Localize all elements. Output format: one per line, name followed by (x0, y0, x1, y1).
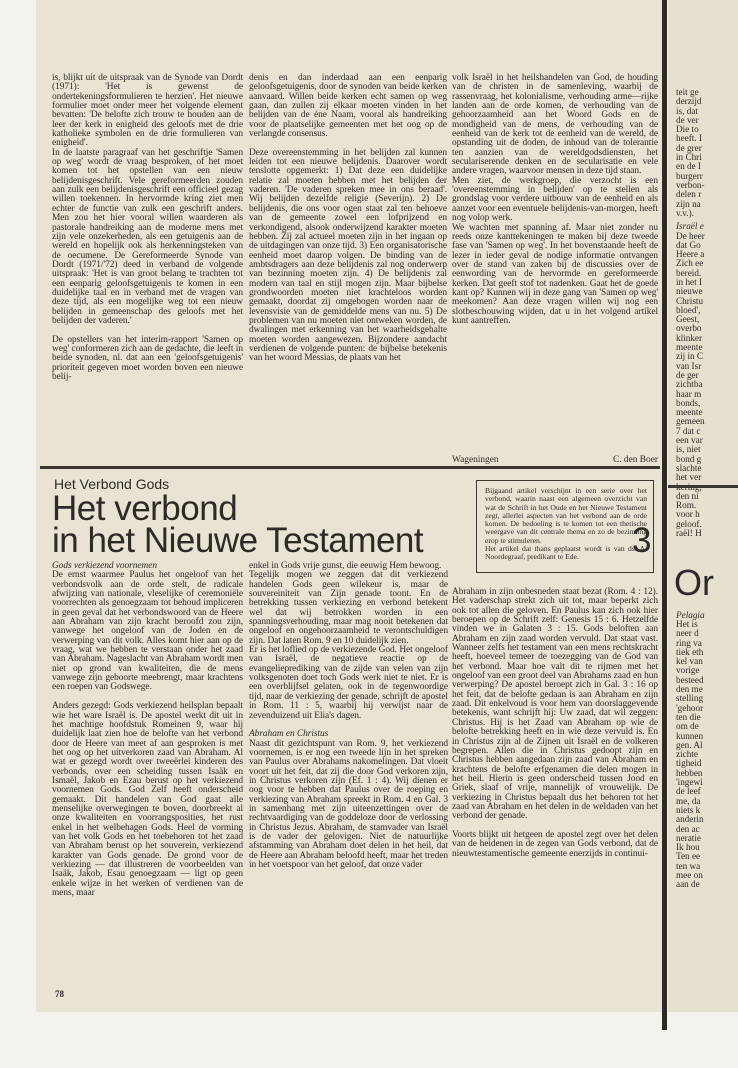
subheading: Abraham en Christus (249, 729, 329, 740)
text-line: een var (676, 435, 703, 446)
text-line: Heere a (676, 249, 705, 260)
text-line: Geest, (676, 314, 700, 325)
text-line: anderin (676, 814, 704, 825)
text-line: in Chri (676, 152, 702, 163)
text-line: derzijd (676, 96, 702, 107)
next-page-subheading-2: Pelagia (676, 610, 705, 620)
paragraph: Men ziet, de werkgroep, die verzocht is een 'overeenstemming in belijden' op te stellen als grondslag voor verdere uitbouw van de eenheid en als aanzet voor een eventuele belijdenis-van-morgen, heeft nog volop werk. (452, 175, 658, 224)
text-line: zijn na (676, 198, 701, 209)
article-column-1 (52, 562, 243, 898)
paragraph: is, blijkt uit de uitspraak van de Synode van Dordt (1971): 'Het is gewenst de ondertekeningsformulieren te herzien'. Het nieuwe formulier moet onder meer het volgende element bevatten: 'De belofte zich trouw te houden aan de leer der kerk in enigheid des geloofs met de drie katholieke symbolen en de drie formulieren van enigheid'. (52, 73, 243, 149)
paragraph: Er is het loflied op de verkiezende God. Het ongeloof van Israël, de negatieve reactie op de evangelieprediking van de zijde van velen van zijn volksgenoten doet toch Gods werk niet te niet. Er is een overblijfsel gelaten, ook in de tegenwoordige tijd, naar de verkiezing der genade, schrijft de apostel in Rom. 11 : 5, waarbij hij verwijst naar de zevenduizend uit Elia's dagen. (249, 645, 448, 721)
note-author: Het artikel dat thans geplaatst wordt is van ds. A. Noordegraaf, predikant te Ede. (485, 544, 647, 562)
paragraph: denis en dan inderdaad aan een eenparig geloofsgetuigenis, door de synoden van beide kerken aanvaard. Willen beide kerken echt samen op weg gaan, dan zullen zij elkaar moeten vinden in het belijden van de éne Naam, vooral als handreiking voor de plaatselijke gemeenten met het oog op de verlangde consensus. (249, 73, 447, 140)
subheading: Gods verkiezend voornemen (52, 561, 157, 571)
text-line: Ten ee (676, 851, 701, 862)
text-line: Die to (676, 124, 699, 135)
next-page-divider (668, 485, 738, 488)
text-line: in het I (676, 276, 703, 287)
text-line: is, dat (676, 105, 698, 116)
text-line: den ni (676, 490, 699, 501)
text-line: ten die (676, 711, 701, 722)
text-line: de ger (676, 369, 699, 380)
text-line: mee on (676, 870, 703, 881)
next-page-lines-b (676, 232, 705, 539)
text-line: nieuwe (676, 286, 703, 297)
text-line: om de (676, 721, 699, 732)
text-line: hebben (676, 767, 703, 778)
next-page-subheading: Israël e (676, 221, 704, 232)
text-line: dat Go (676, 239, 701, 250)
text-line: van Isr (676, 360, 702, 371)
text-line: zichte (676, 749, 698, 760)
text-line: bond g (676, 453, 702, 464)
text-line: 7 dat c (676, 425, 701, 436)
paragraph: In de laatste paragraaf van het geschriftje 'Samen op weg' wordt de vraag besproken, of het moet komen tot het opstellen van een nieuw belijdenisgeschrift. Vele gereformeerden zouden aan zulk een belijdenisgeschrift een officieel gezag willen toekennen. In hervormde kring ziet men echter de functie van zulk een geschrift anders. Men zou het hier vooral willen waarderen als pastorale handreiking aan de moderne mens met zijn vele onzekerheden, als een getuigenis aan de wereld en hopelijk ook als herkenningsteken van de oecumene. De Gereformeerde Synode van Dordt (1971/'72) deed in verband de volgende uitspraak: 'Het is van groot belang te trachten tot een eenparig geloofsgetuigenis te komen in een duidelijke taal en in verband met de vragen van deze tijd, als een mogelijke weg tot een nieuw belijden in gemeenschap des geloofs met het belijden der vaderen.' (52, 147, 243, 326)
text-line: Het is (676, 619, 698, 629)
text-line: haar m (676, 388, 702, 399)
text-line: overbo (676, 323, 702, 334)
text-line: meente (676, 407, 703, 418)
text-line: zij in C (676, 351, 704, 362)
next-page-title-fragment: Or (674, 562, 714, 603)
signature (452, 455, 658, 465)
page-number: 78 (55, 989, 64, 999)
text-line: neer d (676, 628, 699, 639)
text-line: bloed', (676, 304, 701, 315)
top-article-column-1 (52, 74, 243, 382)
note-text: Bijgaand artikel verschijnt in een serie over het verbond, waarin naast een algemeen overzicht van wat de Schrift in het Oude en het Nieuwe Testament zegt, allerlei aspecten van het verbond aan de orde komen. De bedoeling is te komen tot een thetische weergave van dit centrale thema en zo de bezinning erop te stimuleren. (485, 486, 647, 545)
text-line: den ac (676, 823, 700, 834)
article-column-3 (452, 588, 658, 859)
text-line: raël! H (676, 528, 702, 538)
text-line: kel van (676, 656, 703, 667)
text-line: Christu (676, 295, 704, 306)
text-line: gemeen (676, 416, 705, 427)
text-line: verbon- (676, 179, 705, 190)
paragraph: Tegelijk mogen we zeggen dat dit verkiezend handelen Gods geen wilekeur is, maar de souvereiniteit van Zijn genade toont. En de betrekking tussen verkiezing en verbond betekent wel dat wij betrokken worden in een spanningsverhouding, maar mag nooit betekenen dat ongeloof en ongehoorzaamheid te verontschuldigen zijn. Dat laten Rom. 9 en 10 duidelijk zien. (249, 570, 448, 646)
paragraph: We wachten met spanning af. Maar niet zonder nu reeds onze kanttekeningen te maken bij deze tweede fase van 'Samen op weg'. In het bovenstaande heeft de lezer in ieder geval de nodige informatie ontvangen over de stand van zaken bij de discussies over de eenwording van de hervormde en gereformeerde kerken. Dat geeft stof tot nadenken. Gaat het de goede kant op? Kunnen wij in deze gang van 'Samen op weg' meekomen? Aan deze vragen willen wij nog een slotbeschouwing wijden, dat u in het volgend artikel kunt aantreffen. (452, 222, 658, 326)
text-line: kunnen (676, 730, 704, 741)
text-line: den me (676, 684, 703, 695)
text-line: geloof. (676, 518, 702, 529)
series-part-number: 3 (632, 521, 652, 560)
text-line: besteed (676, 674, 704, 685)
text-line: bereid. (676, 267, 702, 278)
top-article-column-2 (249, 74, 447, 364)
paragraph: volk Israël in het heilshandelen van God, de houding van de christen in de samenleving, waarbij de rassenvraag, het kolonialisme, verhouding arme—rijke landen aan de orde komen, de verhouding van de gehoorzaamheid aan het Woord Gods en de mondigheid van de mens, de verhouding van de eenheid van de kerk tot de eenheid van de wereld, de opstanding uit de doden, de inhoud van de tolerantie ten aanzien van de wereldgodsdiensten, het seculariserende denken en de secularisatie en vele andere vragen, waarvoor mensen in deze tijd staan. (452, 73, 658, 177)
text-line: me, da (676, 795, 701, 806)
paragraph: Deze overeenstemming in het belijden zal kunnen leiden tot een nieuwe belijdenis. Daarover wordt tenslotte opgemerkt: 1) Dat deze een duidelijke relatie zal moeten hebben met het belijden der vaderen. 'De vaderen spreken mee in ons beraad'. Wij belijden dezelfde religie (Severijn). 2) De belijdenis, die ons voor ogen staat zal ten behoeve van de gemeente zowel een lofprijzend en verkondigend, alsook onderwijzend karakter moeten hebben. Zij zal actueel moeten zijn in het ingaan op de uitdagingen van onze tijd. 3) Een organisatorische eenheid moet daarop volgen. De binding van de ambtsdragers aan deze belijdenis zal nog onderwerp van bezinning moeten zijn. 4) De belijdenis zal modern van taal en stijl mogen zijn. Maar bijbelse grondwoorden moeten niet krachteloos worden gemaakt, doordat zij omgebogen worden naar de levensvisie van de gemiddelde mens van nu. 5) De problemen van nu moeten niet ontweken worden, de dwalingen met erkenning van het waarheidsgehalte moeten worden aangewezen. Bijzondere aandacht verdienen de volgende punten: de bijbelse betekenis van het woord Messias, de plaats van het (249, 147, 447, 364)
text-line: Ik hou (676, 842, 700, 853)
text-line: delen r (676, 189, 702, 200)
text-line: neratie (676, 832, 701, 843)
text-line: bonds, (676, 397, 701, 408)
paragraph: Anders gezegd: Gods verkiezend heilsplan bepaalt wie het ware Israël is. De apostel werkt dit uit in het machtige hoofdstuk Romeinen 9, waar hij duidelijk laat zien hoe de belofte van het verbond door de Heere van meet af aan gesproken is met het oog op het uitverkoren zaad van Abraham. Al wat er gezegd wordt over tweeërlei kinderen des verbonds, over een scheiding tussen Isaäk en Ismaël, Jakob en Ezau berust op het verkiezend voornemen Gods. God Zelf heeft onderscheid gemaakt. Dit handelen van God gaat alle menselijke overwegingen te boven, doorbreekt al onze kwaliteiten en voorrangsposities, het rust enkel in het welbehagen Gods. Heel de vorming van het volk Gods en het toebehoren tot het zaad van Abraham berust op het souverein, verkiezend karakter van Gods genade. De grond voor de verkiezing — dat illustreren de voorbeelden van Isaäk, Jakob, Esau genoegzaam — ligt op geen enkele wijze in het werken of verdienen van de mens, maar (52, 701, 243, 899)
text-line: aan de (676, 879, 700, 890)
text-line: De heer (676, 230, 705, 241)
text-line: vorige (676, 665, 700, 676)
paragraph: Voorts blijkt uit hetgeen de apostel zegt over het delen van de heidenen in de zegen van Gods verbond, dat de nieuwtestamentische gemeente enerzijds in continui- (452, 829, 658, 859)
article-kicker: Het Verbond Gods (54, 476, 170, 492)
text-line: stelling (676, 693, 704, 704)
page-fold (662, 0, 667, 1030)
section-divider (40, 466, 660, 469)
text-line: v.v.). (676, 207, 694, 218)
text-line: Zich ee (676, 258, 704, 269)
text-line: ten wa (676, 860, 701, 871)
text-line: de leef (676, 786, 701, 797)
next-page-lines-c (676, 620, 704, 890)
text-line: klinker (676, 332, 703, 343)
paragraph: De opstellers van het interim-rapport 'Samen op weg' conformeren zich aan de gedachte, die leeft in beide synoden, nl. dat aan een 'geloofsgetuigenis' prioriteit gegeven moet worden boven een nieuwe belij- (52, 334, 243, 382)
paragraph: enkel in Gods vrije gunst, die eeuwig Hem bewoog. (249, 561, 442, 571)
text-line: Rom. (676, 500, 697, 511)
text-line: burgerr (676, 170, 703, 181)
text-line: het ver (676, 472, 702, 483)
paragraph: Abraham in zijn onbesneden staat bezat (Rom. 4 : 12). Het vaderschap strekt zich uit tot, maar beperkt zich ook tot allen die geloven. En Paulus kan zich ook hier beroepen op de Schrift zelf: Genesis 15 : 6. Hetzelfde vinden we in Galaten 3 : 15. Gods beloften aan Abraham en zijn zaad worden vervuld. Dat staat vast. Wanneer zelfs het testament van een mens rechtskracht heeft, hoeveel temeer de toezegging van de God van het verbond. Maar hoe valt dit te rijmen met het ongeloof van een groot deel van Abrahams zaad en hun verwerping? De apostel beroept zich in Gal. 3 : 16 op het feit, dat de belofte gedaan is aan Abraham en zijn zaad. Dit enkelvoud is voor hem van doorslaggevende betekenis, want schrijft hij: Uw zaad, dat wil zeggen: Christus. Hij is het Zaad van Abraham op wie de belofte betrekking heeft en in wie deze vervuld is. En in Christus zijn al de Zijnen uit Israël en de volkeren begrepen. Allen die in Christus gedoopt zijn en Christus hebben aangedaan zijn zaad van Abraham en krachtens de belofte erfgenamen die delen mogen in het heil. Hierin is geen onderscheid tussen Jood en Griek, slaaf of vrije, mannelijk of vrouwelijk. De verkiezing in Christus bepaalt dus het behoren tot het zaad van Abraham en het delen in de weldaden van het verbond der genade. (452, 587, 658, 822)
article-title-line-1: Het verbond (52, 489, 238, 528)
top-article-column-3 (452, 74, 658, 326)
text-line: zichtba (676, 379, 703, 390)
article-column-2 (249, 562, 448, 870)
signature-author: C. den Boer (612, 455, 658, 465)
text-line: tiek eth (676, 646, 704, 657)
text-line: heeft. I (676, 133, 703, 144)
text-line: ring va (676, 637, 702, 648)
text-line: voor h (676, 509, 700, 520)
text-line: slachte (676, 462, 702, 473)
paragraph: Naast dit gezichtspunt van Rom. 9, het verkiezend voornemen, is er nog een tweede lijn in het spreken van Paulus over Abrahams nakomelingen. Dat vloeit voort uit het feit, dat zij die door God verkoren zijn, in Christus verkoren zijn (Ef. 1 : 4). Wij dienen er oog voor te hebben dat Paulus over de roeping en verkiezing van Abraham spreekt in Rom. 4 en Gal. 3 in samenhang met zijn uiteenzettingen over de rechtvaardiging van de goddeloze door de verlossing in Christus Jezus. Abraham, de stamvader van Israël is de vader der gelovigen. Niet de natuurlijke afstamming van Abraham doet delen in het heil, dat de Heere aan Abraham beloofd heeft, maar het treden in het voetspoor van het geloof, dat onze vader (249, 738, 448, 870)
article-title-line-2: in het Nieuwe Testament (52, 521, 424, 560)
text-line: meente (676, 342, 703, 353)
text-line: en de I (676, 161, 701, 172)
signature-place: Wageningen (452, 455, 499, 465)
text-line: niets k (676, 804, 701, 815)
text-line: is, niet (676, 444, 701, 455)
text-line: tigheid (676, 758, 702, 769)
text-line: de ver (676, 114, 699, 125)
next-page-lines-a (676, 88, 705, 218)
next-page-fragment (668, 0, 738, 1012)
paragraph: De ernst waarmee Paulus het ongeloof van het verbondsvolk aan de orde stelt, de radicale afwijzing van nationale, vleselijke of ceremoniële voorrechten als genoegzaam tot behoud impliceren in geen geval dat het verbondswoord van de Heere aan Abraham van zijn kracht beroofd zou zijn, vanwege het ongeloof van de Joden en de verwerping van dit volk. Alles komt hier aan op de vraag, wat we hebben te verstaan onder het zaad van Abraham. Nageslacht van Abraham wordt men niet op grond van kwaliteiten, die de mens vanwege zijn geboorte meebrengt, maar krachtens een roepen van Godswege. (52, 570, 243, 693)
text-line: gen. Al (676, 739, 703, 750)
text-line: 'ingewi (676, 777, 703, 788)
text-line: teit ge (676, 87, 699, 97)
editorial-note-box (476, 480, 654, 573)
text-line: de grer (676, 142, 702, 153)
text-line: 'gehoor (676, 702, 704, 713)
